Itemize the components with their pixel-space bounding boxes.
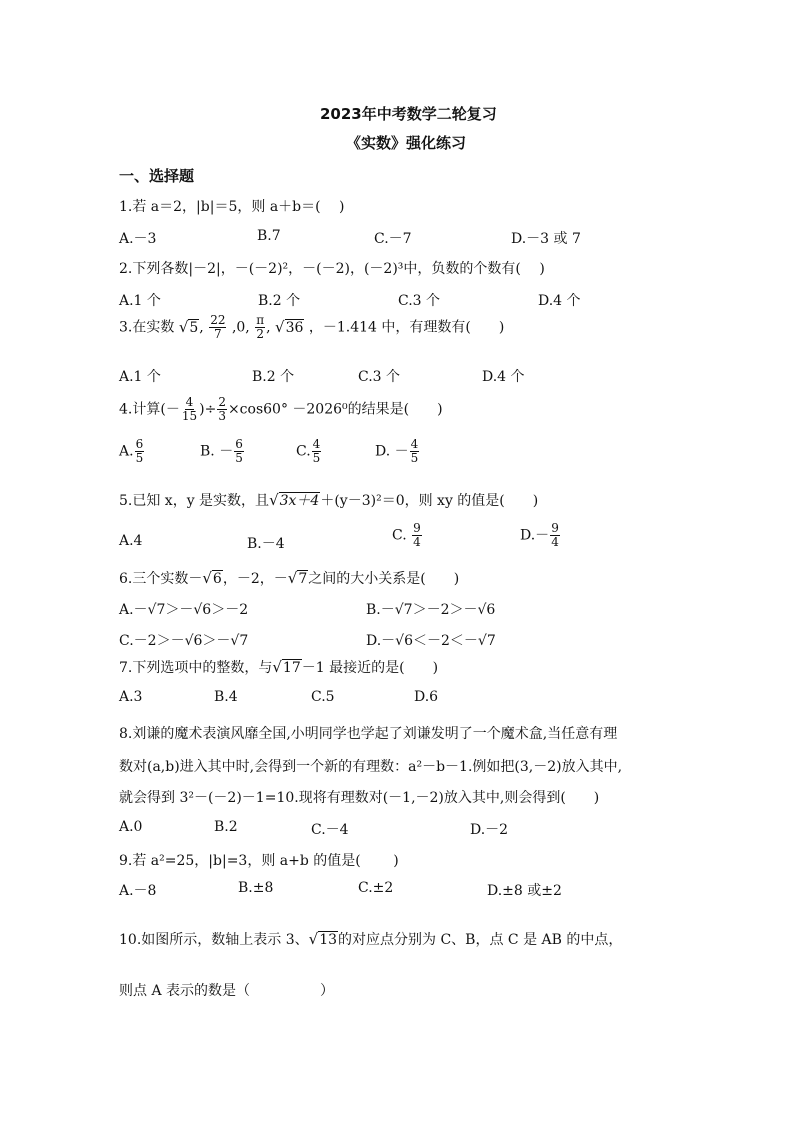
- fraction-2-3: $\frac{2}{3}$: [218, 395, 226, 423]
- question-9-option-b: B.±8: [238, 880, 274, 896]
- question-3-option-c: C.3 个: [358, 369, 401, 385]
- question-4-option-a: A. $\frac{6}{5}$: [119, 437, 144, 465]
- question-5-option-a: A.4: [119, 533, 143, 549]
- question-3-zero: ,0,: [231, 319, 250, 336]
- question-5-suffix: ＋(y－3)²＝0，则 xy 的值是( ): [320, 493, 539, 509]
- title-line-2: 《实数》强化练习: [346, 134, 467, 152]
- question-8-line-3: 就会得到 3²－(－2)－1=10.现将有理数对(－1,－2)放入其中,则会得到( ): [119, 790, 600, 806]
- question-9-option-d: D.±8 或±2: [487, 883, 562, 899]
- question-9-option-c: C.±2: [358, 880, 394, 896]
- question-9-stem: 9.若 a²=25，|b|=3，则 a+b 的值是( ): [119, 853, 399, 869]
- question-1-stem: 1.若 a＝2，|b|＝5，则 a＋b＝( ): [119, 199, 345, 215]
- question-2-option-a: A.1 个: [119, 293, 161, 309]
- question-6-option-c: C.－2＞－√6＞－√7: [119, 633, 249, 649]
- question-4-option-b: B. － $\frac{6}{5}$: [200, 437, 243, 465]
- fraction-22-7: $\frac{22}{7}$: [210, 313, 226, 341]
- sqrt-3x-plus-4: √3x＋4: [269, 491, 320, 509]
- question-4-option-c: C. $\frac{4}{5}$: [296, 437, 321, 465]
- question-3-option-a: A.1 个: [119, 369, 161, 385]
- question-1-option-b: B.7: [257, 228, 281, 244]
- question-6-option-d: D.－√6＜－2＜－√7: [366, 633, 496, 649]
- question-3-suffix: ，－1.414 中，有理数有( ): [308, 319, 505, 336]
- question-4-prefix: 4.计算(－: [119, 401, 180, 418]
- question-7-option-b: B.4: [214, 689, 238, 705]
- question-1-option-a: A.－3: [119, 231, 157, 247]
- sqrt-6: √6: [202, 569, 222, 587]
- question-8-line-2: 数对(a,b)进入其中时,会得到一个新的有理数：a²－b－1.例如把(3,－2)放入其中,: [119, 759, 623, 775]
- question-8-line-1: 8.刘谦的魔术表演风靡全国,小明同学也学起了刘谦发明了一个魔术盒,当任意有理: [119, 726, 618, 742]
- question-4-stem: [119, 396, 443, 423]
- question-10-line-2: 则点 A 表示的数是（ ）: [119, 983, 335, 999]
- question-5-stem: [119, 490, 538, 510]
- question-8-option-a: A.0: [119, 819, 143, 835]
- fraction-4-15: $\frac{4}{15}$: [181, 395, 198, 423]
- question-2-option-b: B.2 个: [258, 293, 301, 309]
- question-7-option-d: D.6: [414, 689, 439, 705]
- question-4-mid: )÷: [199, 401, 217, 418]
- title-line-1: 2023年中考数学二轮复习: [320, 105, 497, 123]
- question-4-suffix: ×cos60° －2026⁰的结果是( ): [227, 401, 443, 418]
- question-10-stem: 10.如图所示，数轴上表示 3、√13的对应点分别为 C、B，点 C 是 AB 的中点，: [119, 930, 623, 948]
- sqrt-17: √17: [272, 658, 301, 676]
- question-5-prefix: 5.已知 x，y 是实数，且: [119, 493, 270, 509]
- question-4-option-d: D. － $\frac{4}{5}$: [375, 437, 419, 465]
- question-7-stem: 7.下列选项中的整数，与√17－1 最接近的是( ): [119, 658, 439, 676]
- question-1-option-d: D.－3 或 7: [511, 231, 581, 247]
- question-5-option-c: C. $\frac{9}{4}$: [392, 521, 421, 549]
- question-5-option-d: D.－ $\frac{9}{4}$: [520, 521, 559, 549]
- question-3-option-b: B.2 个: [252, 369, 295, 385]
- question-8-option-c: C.－4: [311, 822, 349, 838]
- sqrt-36: √36: [275, 317, 304, 336]
- question-2-stem: 2.下列各数|－2|，－(－2)²，－(－2)，(－2)³中，负数的个数有( ): [119, 261, 545, 277]
- question-1-option-c: C.－7: [374, 231, 412, 247]
- question-7-option-c: C.5: [311, 689, 335, 705]
- question-2-option-c: C.3 个: [398, 293, 441, 309]
- question-8-option-b: B.2: [214, 819, 238, 835]
- question-7-option-a: A.3: [119, 689, 143, 705]
- sqrt-7: √7: [287, 569, 308, 587]
- sqrt-5: √5: [178, 317, 199, 336]
- sqrt-13: √13: [308, 930, 338, 948]
- fraction-pi-2: $\frac{\pi}{2}$: [256, 313, 265, 341]
- question-3-prefix: 3.在实数: [119, 319, 179, 336]
- question-5-option-b: B.－4: [247, 536, 285, 552]
- question-6-option-b: B.－√7＞－2＞－√6: [366, 602, 496, 618]
- question-3-stem: 3.在实数 √5, $\frac{22}{7}$ ,0, $\frac{\pi}{2}$ , √36 ，－1.414 中，有理数有( ): [119, 313, 505, 341]
- question-9-option-a: A.－8: [119, 883, 157, 899]
- question-3-option-d: D.4 个: [482, 369, 525, 385]
- question-2-option-d: D.4 个: [538, 293, 581, 309]
- question-6-option-a: A.－√7＞－√6＞－2: [119, 602, 249, 618]
- question-6-stem: 6.三个实数－√6，－2，－√7之间的大小关系是( ): [119, 569, 460, 587]
- section-title: 一、选择题: [119, 167, 195, 185]
- question-8-option-d: D.－2: [470, 822, 509, 838]
